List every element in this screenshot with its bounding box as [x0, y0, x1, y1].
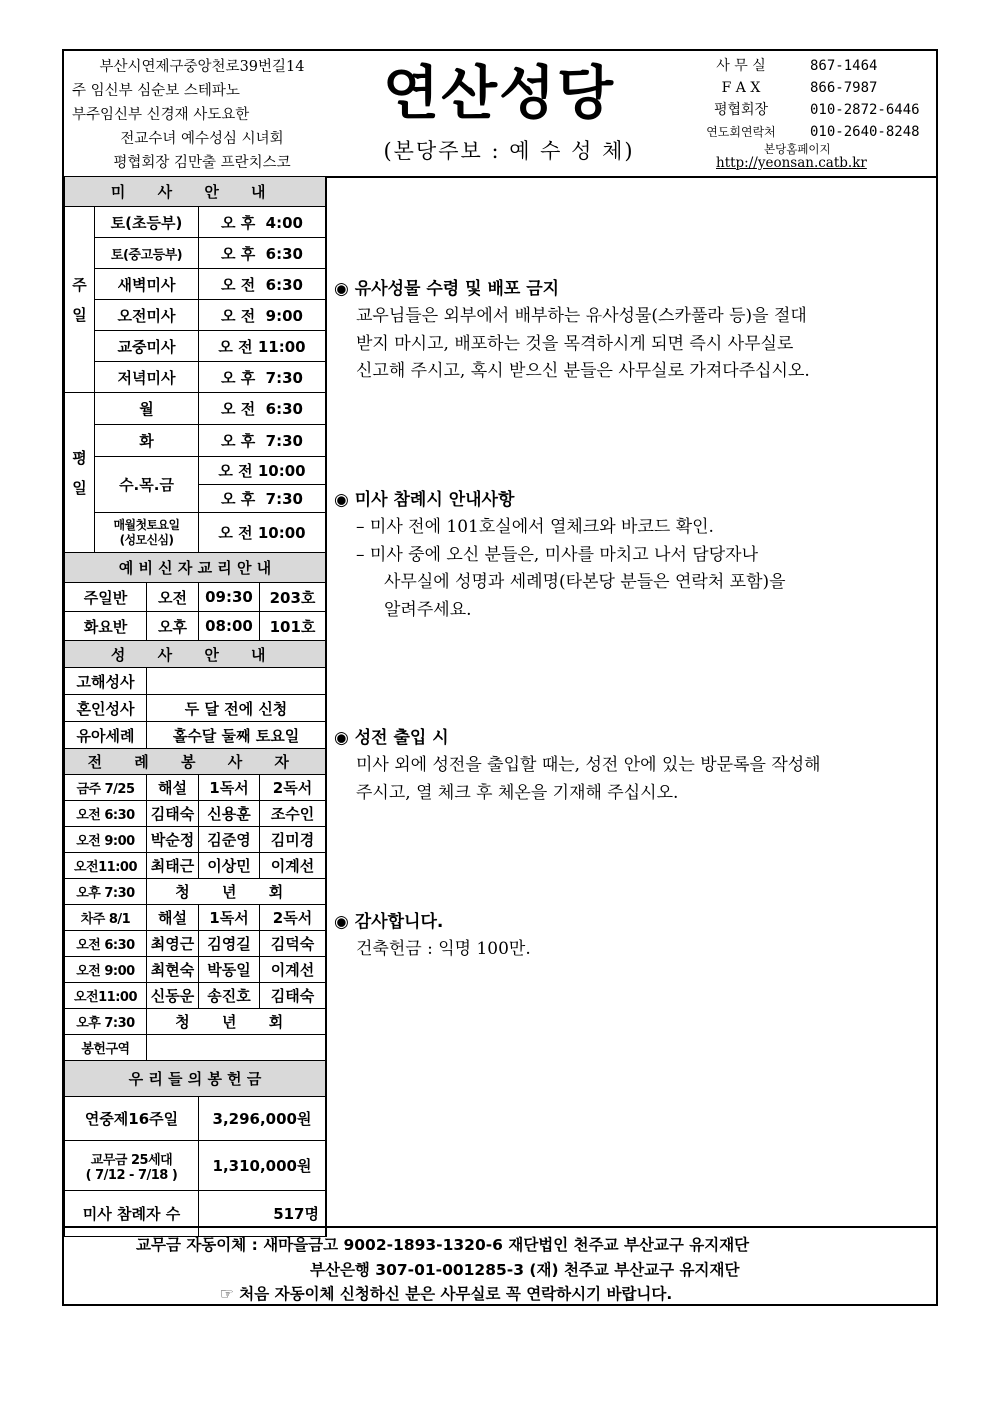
servers-week: 차주 8/1	[65, 905, 147, 931]
sacrament-value	[147, 668, 326, 695]
page-title: 연산성당	[382, 59, 616, 127]
offering-label: 연중제16주일	[65, 1097, 199, 1141]
mass-name: 새벽미사	[95, 269, 199, 300]
servers-col: 2독서	[260, 775, 326, 801]
servers-time: 오후 7:30	[65, 1009, 147, 1035]
sacrament-name: 유아세례	[65, 722, 147, 749]
server-name: 박동일	[199, 957, 260, 983]
contact-label: F A X	[721, 80, 761, 96]
mass-name: 저녁미사	[95, 362, 199, 393]
offering-area-label: 봉헌구역	[65, 1035, 147, 1061]
footer-line: 부산은행 307-01-001285-3 (재) 천주교 부산교구 유지재단	[310, 1261, 740, 1279]
mass-name: 토(중고등부)	[95, 238, 199, 269]
notice-item	[334, 908, 934, 964]
notice-text: 알려주세요.	[384, 599, 472, 620]
notice-item	[334, 724, 934, 807]
homepage-link[interactable]: http://yeonsan.catb.kr	[716, 155, 867, 171]
dues-value: 1,310,000원	[199, 1141, 326, 1191]
contact-value: 867-1464	[810, 58, 878, 74]
weekday-label: 평일	[65, 393, 95, 553]
offering-value: 3,296,000원	[199, 1097, 326, 1141]
contact-label: 평협회장	[713, 102, 769, 118]
notice-title: ◉ 유사성물 수령 및 배포 금지	[334, 279, 560, 299]
sacrament-value: 홀수달 둘째 토요일	[147, 722, 326, 749]
offering-heading: 우 리 들 의 봉 헌 금	[65, 1061, 326, 1097]
contact-label: 사 무 실	[716, 58, 766, 74]
attendance-value: 517명	[199, 1191, 326, 1237]
class-room: 203호	[260, 583, 326, 612]
servers-col: 1독서	[199, 775, 260, 801]
notice-text: – 미사 전에 101호실에서 열체크와 바코드 확인.	[356, 517, 714, 537]
server-name: 이상민	[199, 853, 260, 879]
mass-time: 오 전 6:30	[199, 393, 326, 425]
server-name: 박순정	[147, 827, 199, 853]
sunday-label: 주일	[65, 207, 95, 393]
notice-text: 받지 마시고, 배포하는 것을 목격하시게 되면 즉시 사무실로	[356, 333, 794, 354]
dues-label: 교무금 25세대 ( 7/12 - 7/18 )	[65, 1141, 199, 1191]
contact-value: 010-2872-6446	[810, 102, 920, 118]
notice-text: 건축헌금 : 익명 100만.	[356, 939, 531, 959]
council-president: 평협회장 김만출 프란치스코	[113, 155, 291, 171]
server-group: 청 년 회	[147, 879, 326, 905]
mass-time: 오 전 10:00	[199, 513, 326, 553]
nun: 전교수녀 예수성심 시녀회	[120, 131, 284, 147]
notice-item	[334, 486, 934, 624]
servers-time: 오전 6:30	[65, 931, 147, 957]
class-ampm: 오전	[147, 583, 199, 612]
bulletin-frame	[62, 49, 938, 1306]
contact-row	[682, 55, 942, 77]
class-ampm: 오후	[147, 612, 199, 641]
servers-time: 오전 9:00	[65, 827, 147, 853]
assistant-pastor: 부주임신부 신경재 사도요한	[72, 107, 250, 123]
mass-name: 교중미사	[95, 331, 199, 362]
mass-time: 오 후 4:00	[199, 207, 326, 238]
mass-time: 오 후 7:30	[199, 425, 326, 457]
footer	[64, 1226, 936, 1306]
attendance-label: 미사 참례자 수	[65, 1191, 199, 1237]
contact-row	[682, 99, 942, 121]
sacrament-name: 혼인성사	[65, 695, 147, 722]
server-group: 청 년 회	[147, 1009, 326, 1035]
sacrament-value: 두 달 전에 신청	[147, 695, 326, 722]
class-time: 09:30	[199, 583, 260, 612]
notice-title: ◉ 성전 출입 시	[334, 728, 449, 748]
class-time: 08:00	[199, 612, 260, 641]
mass-name: 매월첫토요일 (성모신심)	[95, 513, 199, 553]
page-subtitle: (본당주보 : 예 수 성 체)	[383, 139, 635, 163]
mass-time: 오 전 9:00	[199, 300, 326, 331]
class-room: 101호	[260, 612, 326, 641]
mass-name: 토(초등부)	[95, 207, 199, 238]
server-name: 신동운	[147, 983, 199, 1009]
contact-value: 866-7987	[810, 80, 878, 96]
servers-heading: 전 례 봉 사 자	[65, 749, 326, 775]
contacts	[682, 55, 942, 143]
notice-title: ◉ 미사 참례시 안내사항	[334, 490, 515, 510]
notice-item	[334, 275, 934, 386]
server-name: 최현숙	[147, 957, 199, 983]
mass-name: 월	[95, 393, 199, 425]
server-name: 김덕숙	[260, 931, 326, 957]
server-name: 조수인	[260, 801, 326, 827]
mass-time: 오 후 7:30	[199, 362, 326, 393]
mass-name: 오전미사	[95, 300, 199, 331]
footer-line: 교무금 자동이체 : 새마을금고 9002-1893-1320-6 재단법인 천주교 부산교구 유지재단	[136, 1236, 750, 1254]
catechumen-heading: 예 비 신 자 교 리 안 내	[65, 553, 326, 583]
mass-time: 오 후 7:30	[199, 485, 326, 513]
server-name: 이계선	[260, 957, 326, 983]
notice-text: 미사 외에 성전을 출입할 때는, 성전 안에 있는 방문록을 작성해	[356, 755, 821, 775]
servers-time: 오전 6:30	[65, 801, 147, 827]
footer-line: ☞ 처음 자동이체 신청하신 분은 사무실로 꼭 연락하시기 바랍니다.	[220, 1285, 673, 1303]
server-name: 이계선	[260, 853, 326, 879]
contact-row	[682, 77, 942, 99]
servers-col: 해설	[147, 905, 199, 931]
notice-text: 주시고, 열 체크 후 체온을 기재해 주십시오.	[356, 782, 679, 803]
servers-time: 오전11:00	[65, 983, 147, 1009]
class-name: 주일반	[65, 583, 147, 612]
class-name: 화요반	[65, 612, 147, 641]
parish-staff	[72, 55, 332, 175]
servers-col: 1독서	[199, 905, 260, 931]
server-name: 김태숙	[260, 983, 326, 1009]
mass-time: 오 후 6:30	[199, 238, 326, 269]
sidebar	[64, 176, 327, 1237]
servers-col: 해설	[147, 775, 199, 801]
mass-name: 화	[95, 425, 199, 457]
mass-time: 오 전 6:30	[199, 269, 326, 300]
notice-text: – 미사 중에 오신 분들은, 미사를 마치고 나서 담당자나	[356, 544, 758, 565]
address: 부산시연제구중앙천로39번길14	[99, 59, 305, 75]
servers-col: 2독서	[260, 905, 326, 931]
server-name: 송진호	[199, 983, 260, 1009]
pastor: 주 임신부 심순보 스테파노	[72, 83, 240, 99]
notice-text: 신고해 주시고, 혹시 받으신 분들은 사무실로 가져다주십시오.	[356, 361, 810, 381]
contact-row	[682, 121, 942, 143]
mass-time: 오 전 11:00	[199, 331, 326, 362]
contact-label: 연도회연락처	[706, 125, 776, 139]
homepage-label: 본당홈페이지	[764, 142, 831, 156]
offering-area-value	[147, 1035, 326, 1061]
mass-time: 오 전 10:00	[199, 457, 326, 485]
mass-name: 수.목.금	[95, 457, 199, 513]
server-name: 김미경	[260, 827, 326, 853]
server-name: 김태숙	[147, 801, 199, 827]
notice-title: ◉ 감사합니다.	[334, 912, 444, 932]
mass-heading: 미 사 안 내	[65, 177, 326, 207]
server-name: 최태근	[147, 853, 199, 879]
server-name: 신용훈	[199, 801, 260, 827]
sacrament-heading: 성 사 안 내	[65, 641, 326, 668]
info-table	[64, 176, 326, 1237]
server-name: 최영근	[147, 931, 199, 957]
notice-text: 사무실에 성명과 세례명(타본당 분들은 연락처 포함)을	[384, 572, 786, 592]
notice-text: 교우님들은 외부에서 배부하는 유사성물(스카풀라 등)을 절대	[356, 306, 807, 326]
servers-time: 오후 7:30	[65, 879, 147, 905]
header	[64, 51, 936, 178]
server-name: 김영길	[199, 931, 260, 957]
sacrament-name: 고해성사	[65, 668, 147, 695]
server-name: 김준영	[199, 827, 260, 853]
servers-week: 금주 7/25	[65, 775, 147, 801]
contact-value: 010-2640-8248	[810, 124, 920, 140]
servers-time: 오전11:00	[65, 853, 147, 879]
servers-time: 오전 9:00	[65, 957, 147, 983]
